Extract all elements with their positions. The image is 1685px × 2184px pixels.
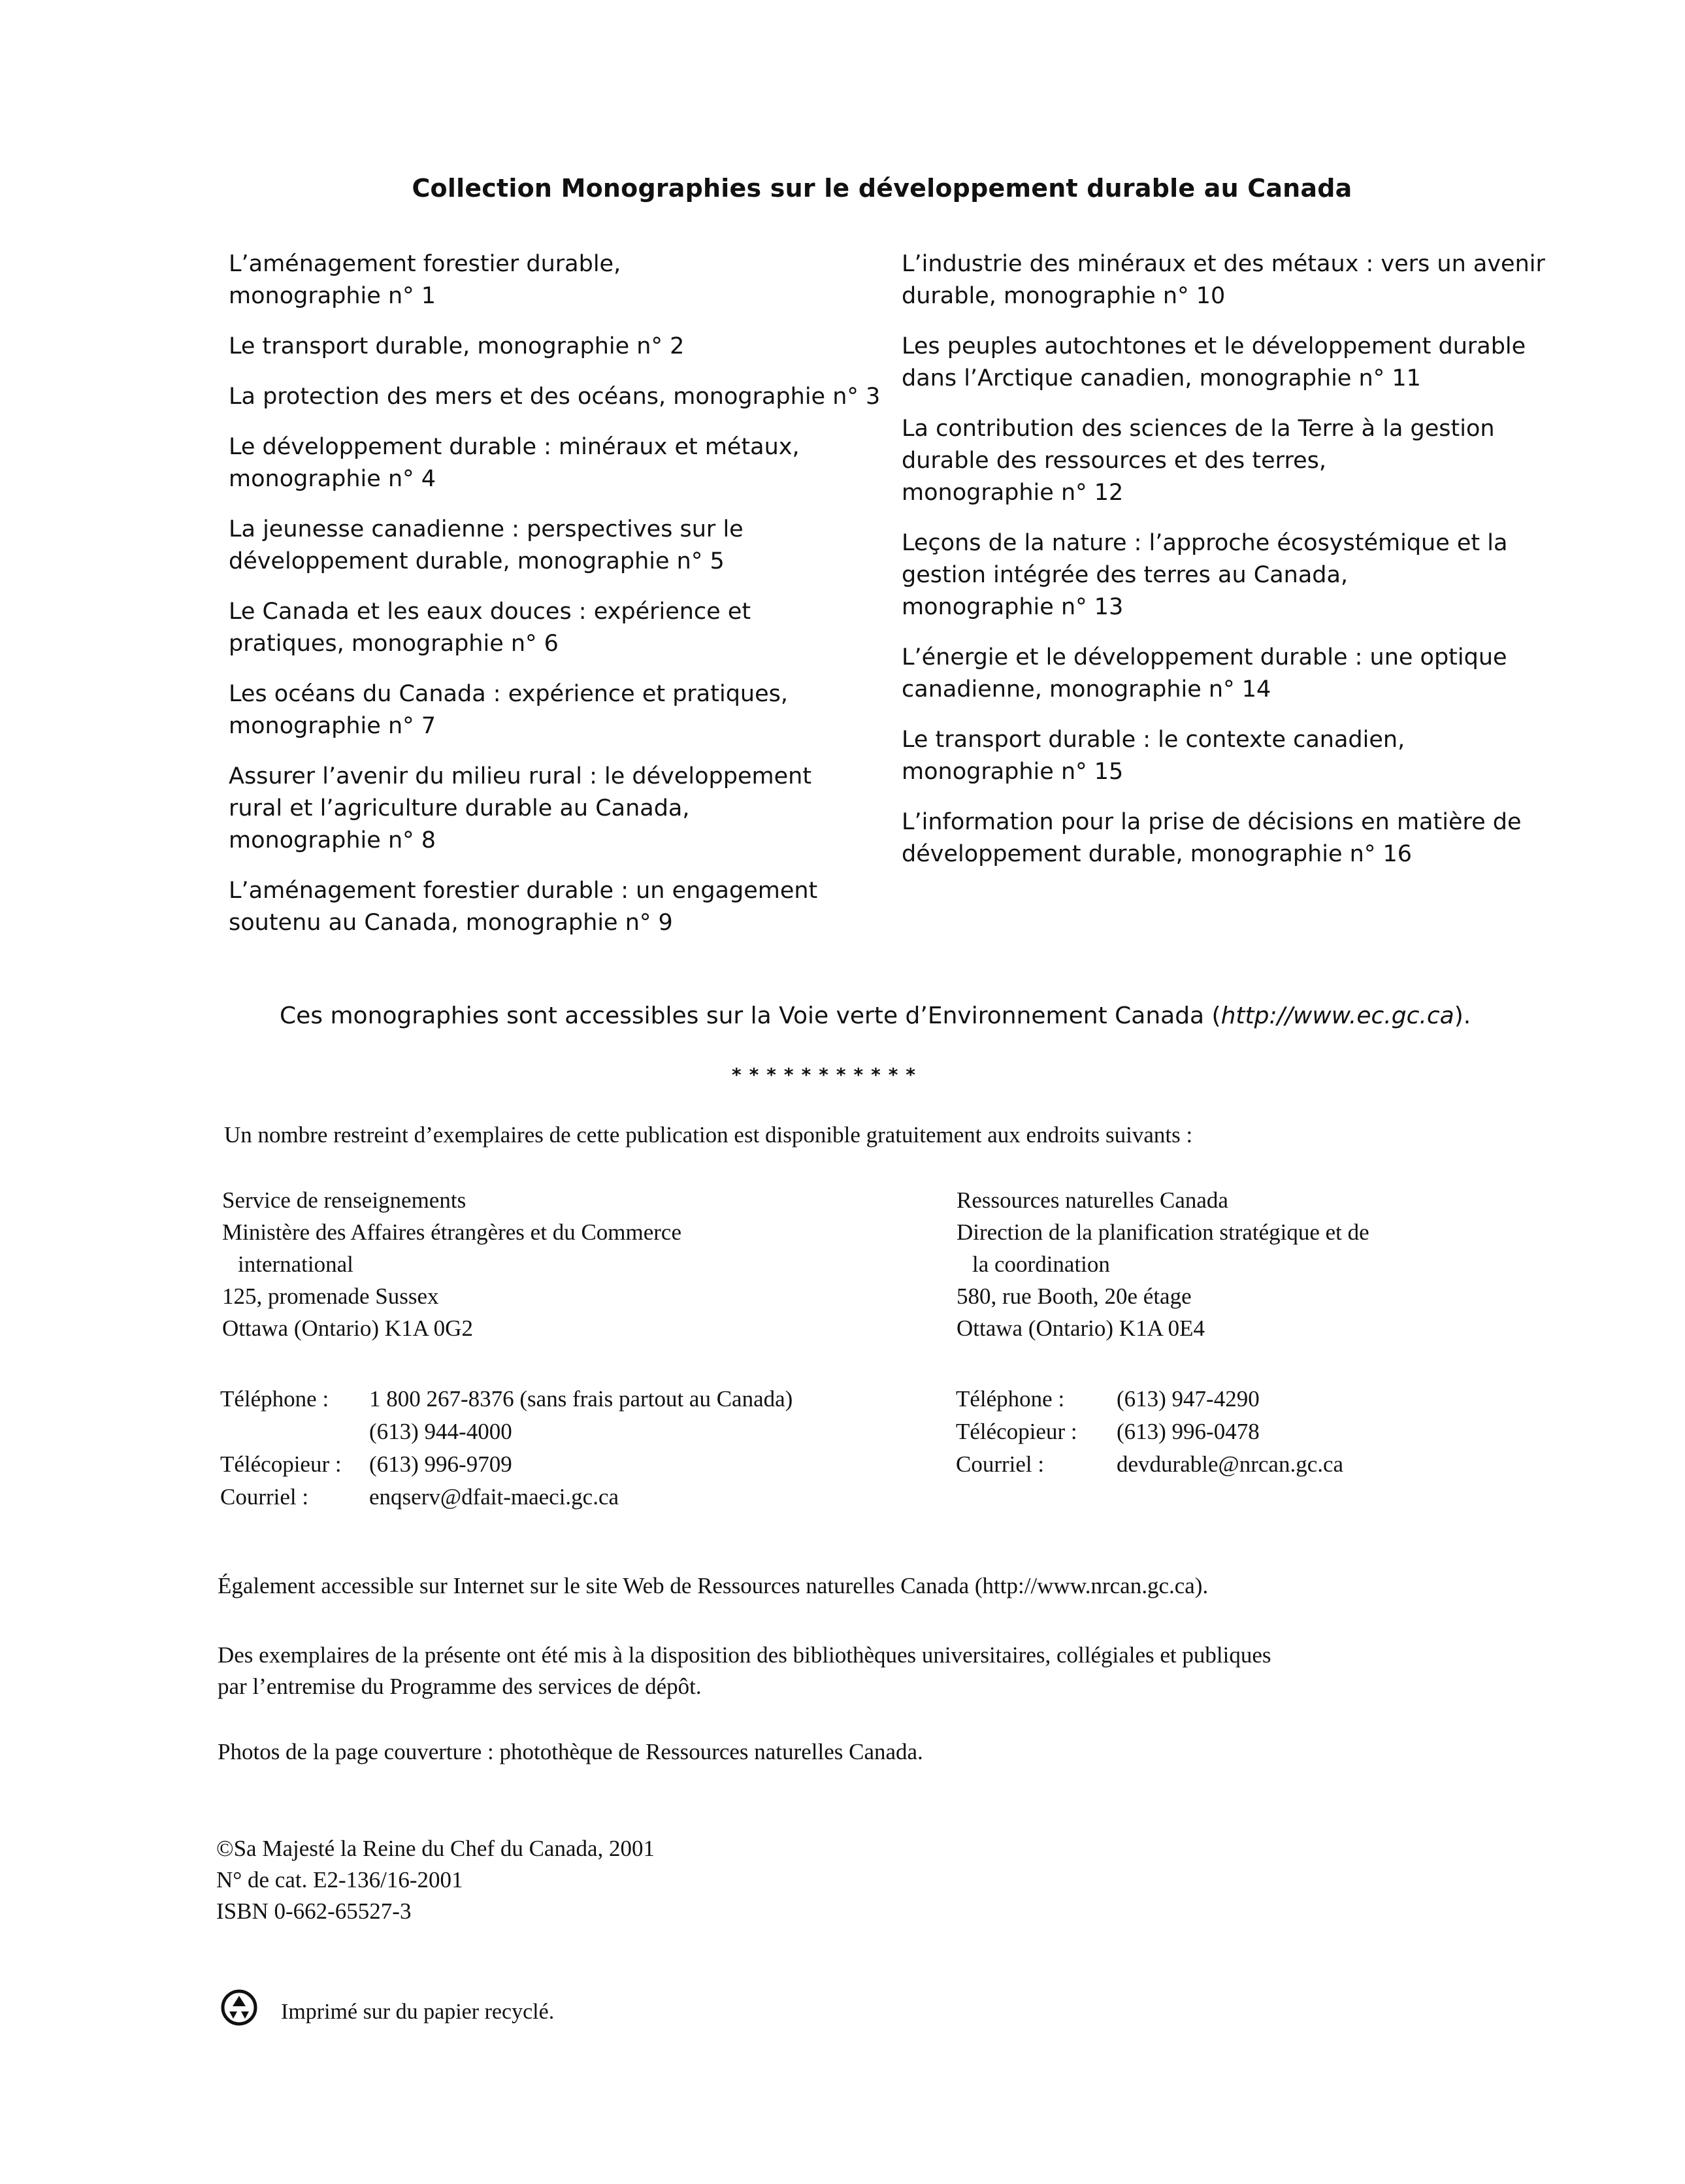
isbn: ISBN 0-662-65527-3	[216, 1898, 412, 1924]
fax-row	[956, 1415, 1609, 1448]
separator: ***********	[732, 1064, 924, 1085]
address-nrcan	[957, 1184, 1610, 1344]
phone-label: Téléphone :	[220, 1386, 329, 1412]
availability-prefix: Ces monographies sont accessibles sur la Voie verte d’Environnement Canada (	[280, 1002, 1221, 1029]
monograph-item: Les océans du Canada : expérience et pratiques, monographie n° 7	[229, 681, 788, 739]
address-line: 580, rue Booth, 20e étage	[957, 1283, 1192, 1309]
address-dfait	[222, 1184, 895, 1344]
catalogue-number: N° de cat. E2-136/16-2001	[216, 1867, 463, 1893]
address-line: Ottawa (Ontario) K1A 0G2	[222, 1315, 473, 1341]
distribution-intro: Un nombre restreint d’exemplaires de cette publication est disponible gratuitement aux endroits suivants :	[224, 1122, 1193, 1148]
internet-note: Également accessible sur Internet sur le site Web de Ressources naturelles Canada (http://www.nrcan.gc.ca).	[218, 1573, 1209, 1598]
recycled-paper-note: Imprimé sur du papier recyclé.	[281, 2000, 555, 2024]
fax-label: Télécopieur :	[220, 1451, 342, 1477]
monograph-item: Le transport durable, monographie n° 2	[229, 333, 685, 359]
address-line: Ottawa (Ontario) K1A 0E4	[957, 1315, 1205, 1341]
libraries-note: Des exemplaires de la présente ont été mis à la disposition des bibliothèques universitaires, collégiales et publiques par l’entremise du Programme des services de dépôt.	[218, 1642, 1271, 1699]
email-address[interactable]: enqserv@dfait-maeci.gc.ca	[369, 1484, 619, 1510]
email-row	[220, 1481, 906, 1514]
phone-row	[220, 1383, 906, 1448]
phone-number: (613) 944-4000	[369, 1419, 512, 1444]
address-line: la coordination	[972, 1251, 1110, 1277]
monograph-list-right	[902, 248, 1555, 889]
address-line: international	[238, 1251, 353, 1277]
copyright-line: ©Sa Majesté la Reine du Chef du Canada, 2001	[216, 1836, 655, 1861]
email-label: Courriel :	[956, 1451, 1045, 1477]
monograph-item: Les peuples autochtones et le développement durable dans l’Arctique canadien, monographie n° 11	[902, 333, 1526, 391]
email-row	[956, 1448, 1609, 1481]
address-line: Service de renseignements	[222, 1187, 466, 1213]
monograph-list-left	[229, 248, 882, 957]
availability-url[interactable]: http://www.ec.gc.ca	[1220, 1002, 1454, 1029]
monograph-item: Le développement durable : minéraux et métaux, monographie n° 4	[229, 434, 800, 492]
recycle-icon	[221, 1989, 257, 2026]
availability-note	[280, 1002, 1521, 1029]
monograph-item: Le transport durable : le contexte canadien, monographie n° 15	[902, 727, 1405, 785]
address-line: 125, promenade Sussex	[222, 1283, 439, 1309]
availability-suffix: ).	[1454, 1002, 1471, 1029]
address-line: Direction de la planification stratégique et de	[957, 1219, 1369, 1245]
monograph-item: L’aménagement forestier durable : un engagement soutenu au Canada, monographie n° 9	[229, 878, 818, 936]
page-title: Collection Monographies sur le développement durable au Canada	[412, 174, 1352, 203]
monograph-item: L’information pour la prise de décisions en matière de développement durable, monographie n° 16	[902, 809, 1522, 867]
monograph-item: La contribution des sciences de la Terre à la gestion durable des ressources et des terres, monographie n° 12	[902, 416, 1495, 506]
fax-row	[220, 1448, 906, 1481]
fax-label: Télécopieur :	[956, 1419, 1077, 1444]
contact-dfait	[220, 1383, 906, 1514]
monograph-item: L’énergie et le développement durable : une optique canadienne, monographie n° 14	[902, 644, 1507, 703]
monograph-item: La protection des mers et des océans, monographie n° 3	[229, 384, 881, 410]
monograph-item: L’industrie des minéraux et des métaux : vers un avenir durable, monographie n° 10	[902, 251, 1545, 309]
address-line: Ressources naturelles Canada	[957, 1187, 1228, 1213]
monograph-item: L’aménagement forestier durable, monographie n° 1	[229, 251, 621, 309]
copyright-block	[216, 1833, 655, 1927]
photos-credit: Photos de la page couverture : photothèque de Ressources naturelles Canada.	[218, 1739, 923, 1764]
phone-label: Téléphone :	[956, 1386, 1065, 1412]
email-label: Courriel :	[220, 1484, 309, 1510]
address-line: Ministère des Affaires étrangères et du Commerce	[222, 1219, 681, 1245]
fax-number: (613) 996-9709	[369, 1451, 512, 1477]
monograph-item: La jeunesse canadienne : perspectives sur le développement durable, monographie n° 5	[229, 516, 744, 574]
contact-nrcan	[956, 1383, 1609, 1481]
phone-number: 1 800 267-8376 (sans frais partout au Canada)	[369, 1386, 793, 1412]
phone-row	[956, 1383, 1609, 1415]
phone-values	[369, 1383, 793, 1448]
fax-number: (613) 996-0478	[1117, 1419, 1260, 1444]
monograph-item: Leçons de la nature : l’approche écosystémique et la gestion intégrée des terres au Canada, monographie n° 13	[902, 530, 1508, 620]
monograph-item: Assurer l’avenir du milieu rural : le développement rural et l’agriculture durable au Canada, monographie n° 8	[229, 763, 812, 853]
email-address[interactable]: devdurable@nrcan.gc.ca	[1117, 1451, 1344, 1477]
monograph-item: Le Canada et les eaux douces : expérience et pratiques, monographie n° 6	[229, 599, 751, 657]
phone-number: (613) 947-4290	[1117, 1386, 1260, 1412]
